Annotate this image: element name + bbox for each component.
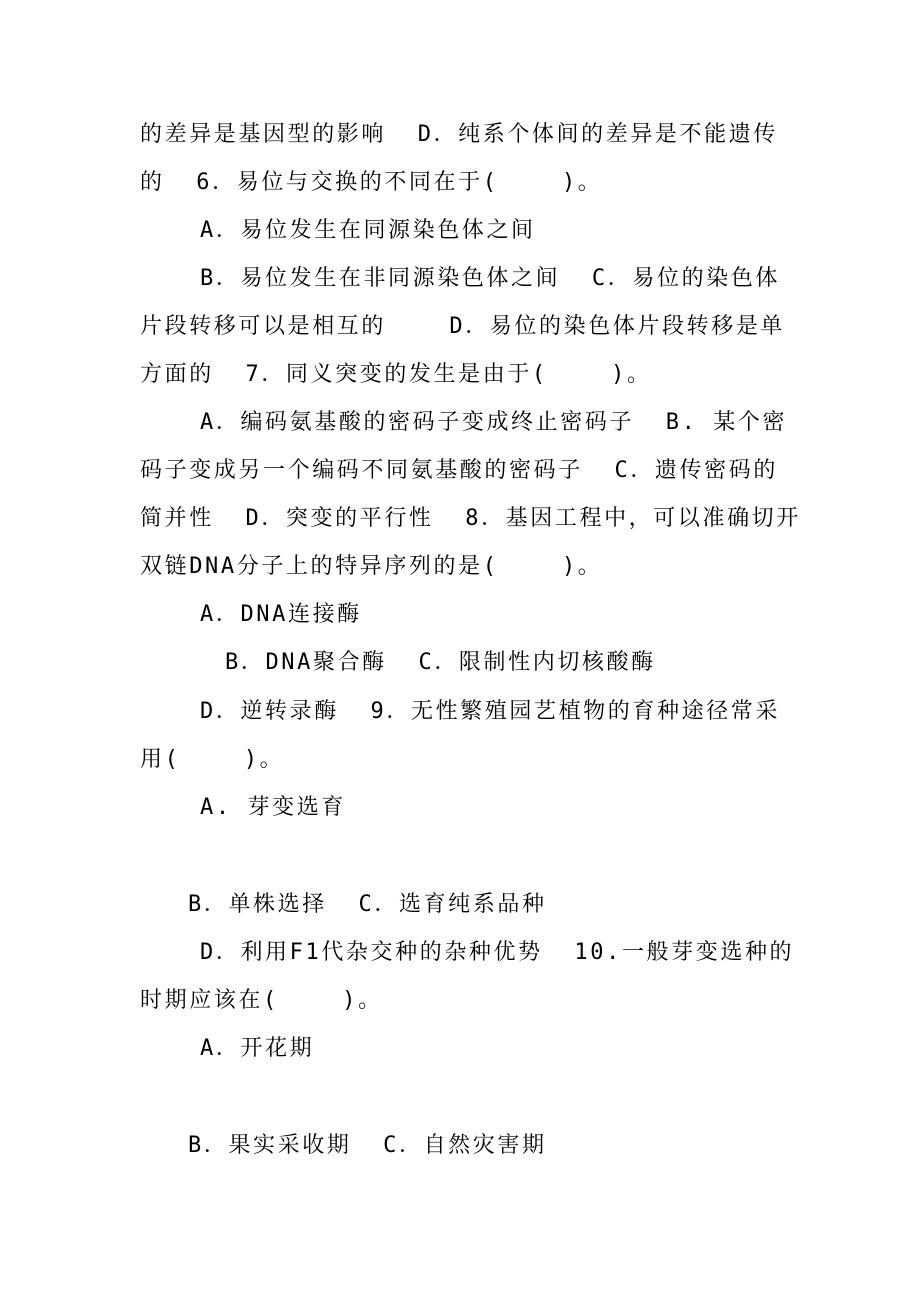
text-line-7: A．编码氨基酸的密码子变成终止密码子 B. 某个密 (200, 410, 788, 435)
text-line-20: B．果实采收期 C．自然灾害期 (188, 1133, 547, 1158)
text-line-5: 片段转移可以是相互的 D．易位的染色体片段转移是单 (140, 314, 786, 339)
text-line-15: A. 芽变选育 (200, 795, 346, 820)
text-line-12: B．DNA聚合酶 C．限制性内切核酸酶 (225, 650, 656, 675)
text-line-1: 的差异是基因型的影响 D．纯系个体间的差异是不能遗传 (140, 122, 778, 147)
text-line-18: 时期应该在( )。 (140, 988, 383, 1013)
text-line-10: 双链DNA分子上的特异序列的是( )。 (140, 554, 603, 579)
text-line-2: 的 6．易位与交换的不同在于( )。 (140, 170, 603, 195)
text-line-3: A．易位发生在同源染色体之间 (200, 218, 536, 243)
text-line-17: D．利用F1代杂交种的杂种优势 10.一般芽变选种的 (200, 940, 795, 965)
text-line-11: A．DNA连接酶 (200, 602, 362, 627)
text-line-6: 方面的 7．同义突变的发生是由于( )。 (140, 362, 652, 387)
text-line-9: 简并性 D．突变的平行性 8．基因工程中，可以准确切开 (140, 506, 801, 531)
text-line-14: 用( )。 (140, 747, 285, 772)
text-line-19: A．开花期 (200, 1036, 315, 1061)
text-line-8: 码子变成另一个编码不同氨基酸的密码子 C．遗传密码的 (140, 458, 778, 483)
text-line-13: D．逆转录酶 9．无性繁殖园艺植物的育种途径常采 (200, 699, 780, 724)
text-line-4: B．易位发生在非同源染色体之间 C．易位的染色体 (200, 266, 780, 291)
text-line-16: B．单株选择 C．选育纯系品种 (188, 892, 547, 917)
